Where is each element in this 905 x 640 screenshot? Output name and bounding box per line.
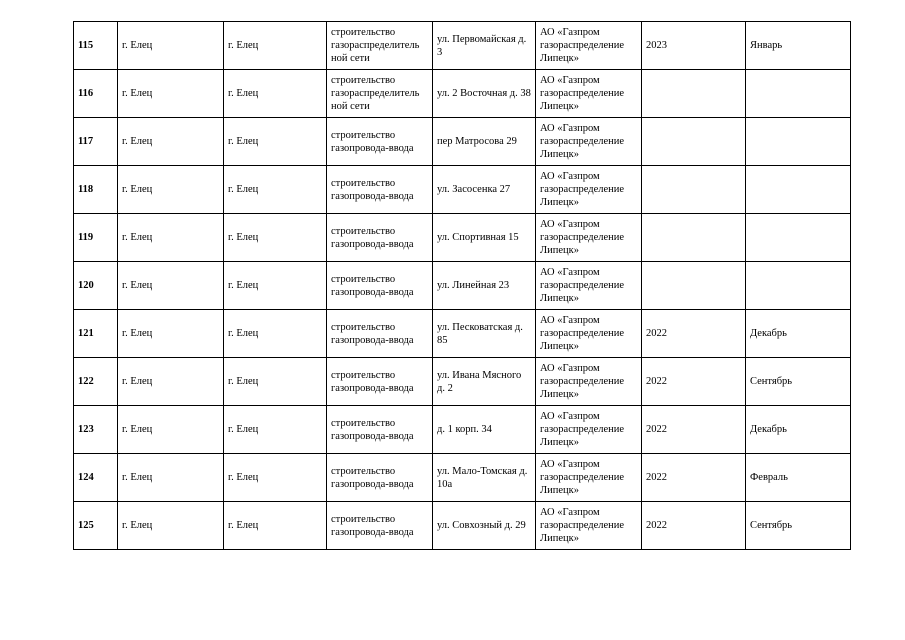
- address-cell: ул. Ивана Мясного д. 2: [433, 358, 536, 406]
- month-cell: [746, 214, 851, 262]
- address-cell: ул. 2 Восточная д. 38: [433, 70, 536, 118]
- table-row: [74, 502, 851, 550]
- row-number: 118: [74, 166, 118, 214]
- year-cell: 2022: [642, 310, 746, 358]
- table-row: [74, 118, 851, 166]
- organization-cell: АО «Газпром газораспределение Липецк»: [536, 22, 642, 70]
- year-cell: [642, 70, 746, 118]
- organization-cell: АО «Газпром газораспределение Липецк»: [536, 70, 642, 118]
- locality-cell: г. Елец: [118, 502, 224, 550]
- address-cell: д. 1 корп. 34: [433, 406, 536, 454]
- month-cell: Февраль: [746, 454, 851, 502]
- locality-cell: г. Елец: [118, 22, 224, 70]
- row-number: 123: [74, 406, 118, 454]
- organization-cell: АО «Газпром газораспределение Липецк»: [536, 310, 642, 358]
- locality-cell: г. Елец: [118, 358, 224, 406]
- work-type-cell: строительство газопровода-ввода: [327, 214, 433, 262]
- work-type-cell: строительство газопровода-ввода: [327, 406, 433, 454]
- locality-cell: г. Елец: [118, 310, 224, 358]
- settlement-cell: г. Елец: [224, 118, 327, 166]
- row-number: 116: [74, 70, 118, 118]
- locality-cell: г. Елец: [118, 70, 224, 118]
- organization-cell: АО «Газпром газораспределение Липецк»: [536, 454, 642, 502]
- row-number: 122: [74, 358, 118, 406]
- organization-cell: АО «Газпром газораспределение Липецк»: [536, 118, 642, 166]
- settlement-cell: г. Елец: [224, 70, 327, 118]
- settlement-cell: г. Елец: [224, 310, 327, 358]
- settlement-cell: г. Елец: [224, 358, 327, 406]
- settlement-cell: г. Елец: [224, 22, 327, 70]
- work-type-cell: строительство газораспределитель ной сети: [327, 70, 433, 118]
- locality-cell: г. Елец: [118, 262, 224, 310]
- year-cell: [642, 262, 746, 310]
- row-number: 120: [74, 262, 118, 310]
- address-cell: ул. Линейная 23: [433, 262, 536, 310]
- month-cell: Январь: [746, 22, 851, 70]
- organization-cell: АО «Газпром газораспределение Липецк»: [536, 214, 642, 262]
- address-cell: ул. Песковатская д. 85: [433, 310, 536, 358]
- settlement-cell: г. Елец: [224, 502, 327, 550]
- address-cell: пер Матросова 29: [433, 118, 536, 166]
- year-cell: 2023: [642, 22, 746, 70]
- work-type-cell: строительство газопровода-ввода: [327, 166, 433, 214]
- organization-cell: АО «Газпром газораспределение Липецк»: [536, 358, 642, 406]
- work-type-cell: строительство газораспределитель ной сети: [327, 22, 433, 70]
- work-type-cell: строительство газопровода-ввода: [327, 454, 433, 502]
- month-cell: [746, 118, 851, 166]
- address-cell: ул. Засосенка 27: [433, 166, 536, 214]
- settlement-cell: г. Елец: [224, 262, 327, 310]
- year-cell: 2022: [642, 406, 746, 454]
- settlement-cell: г. Елец: [224, 406, 327, 454]
- table-row: [74, 166, 851, 214]
- month-cell: Декабрь: [746, 406, 851, 454]
- locality-cell: г. Елец: [118, 118, 224, 166]
- year-cell: 2022: [642, 454, 746, 502]
- month-cell: [746, 166, 851, 214]
- table-row: [74, 310, 851, 358]
- table-row: [74, 214, 851, 262]
- work-type-cell: строительство газопровода-ввода: [327, 262, 433, 310]
- gas-works-table: [73, 21, 851, 550]
- row-number: 119: [74, 214, 118, 262]
- settlement-cell: г. Елец: [224, 454, 327, 502]
- month-cell: Декабрь: [746, 310, 851, 358]
- row-number: 121: [74, 310, 118, 358]
- table-row: [74, 406, 851, 454]
- locality-cell: г. Елец: [118, 166, 224, 214]
- work-type-cell: строительство газопровода-ввода: [327, 502, 433, 550]
- settlement-cell: г. Елец: [224, 166, 327, 214]
- work-type-cell: строительство газопровода-ввода: [327, 358, 433, 406]
- address-cell: ул. Спортивная 15: [433, 214, 536, 262]
- row-number: 117: [74, 118, 118, 166]
- address-cell: ул. Первомайская д. 3: [433, 22, 536, 70]
- work-type-cell: строительство газопровода-ввода: [327, 310, 433, 358]
- year-cell: [642, 166, 746, 214]
- month-cell: Сентябрь: [746, 358, 851, 406]
- organization-cell: АО «Газпром газораспределение Липецк»: [536, 502, 642, 550]
- locality-cell: г. Елец: [118, 214, 224, 262]
- year-cell: 2022: [642, 502, 746, 550]
- row-number: 124: [74, 454, 118, 502]
- month-cell: [746, 262, 851, 310]
- table-row: [74, 22, 851, 70]
- work-type-cell: строительство газопровода-ввода: [327, 118, 433, 166]
- month-cell: Сентябрь: [746, 502, 851, 550]
- organization-cell: АО «Газпром газораспределение Липецк»: [536, 262, 642, 310]
- table-row: [74, 358, 851, 406]
- organization-cell: АО «Газпром газораспределение Липецк»: [536, 166, 642, 214]
- locality-cell: г. Елец: [118, 454, 224, 502]
- year-cell: [642, 118, 746, 166]
- table-row: [74, 70, 851, 118]
- month-cell: [746, 70, 851, 118]
- organization-cell: АО «Газпром газораспределение Липецк»: [536, 406, 642, 454]
- row-number: 115: [74, 22, 118, 70]
- year-cell: 2022: [642, 358, 746, 406]
- table-row: [74, 454, 851, 502]
- locality-cell: г. Елец: [118, 406, 224, 454]
- year-cell: [642, 214, 746, 262]
- address-cell: ул. Мало-Томская д. 10а: [433, 454, 536, 502]
- address-cell: ул. Совхозный д. 29: [433, 502, 536, 550]
- settlement-cell: г. Елец: [224, 214, 327, 262]
- table-row: [74, 262, 851, 310]
- row-number: 125: [74, 502, 118, 550]
